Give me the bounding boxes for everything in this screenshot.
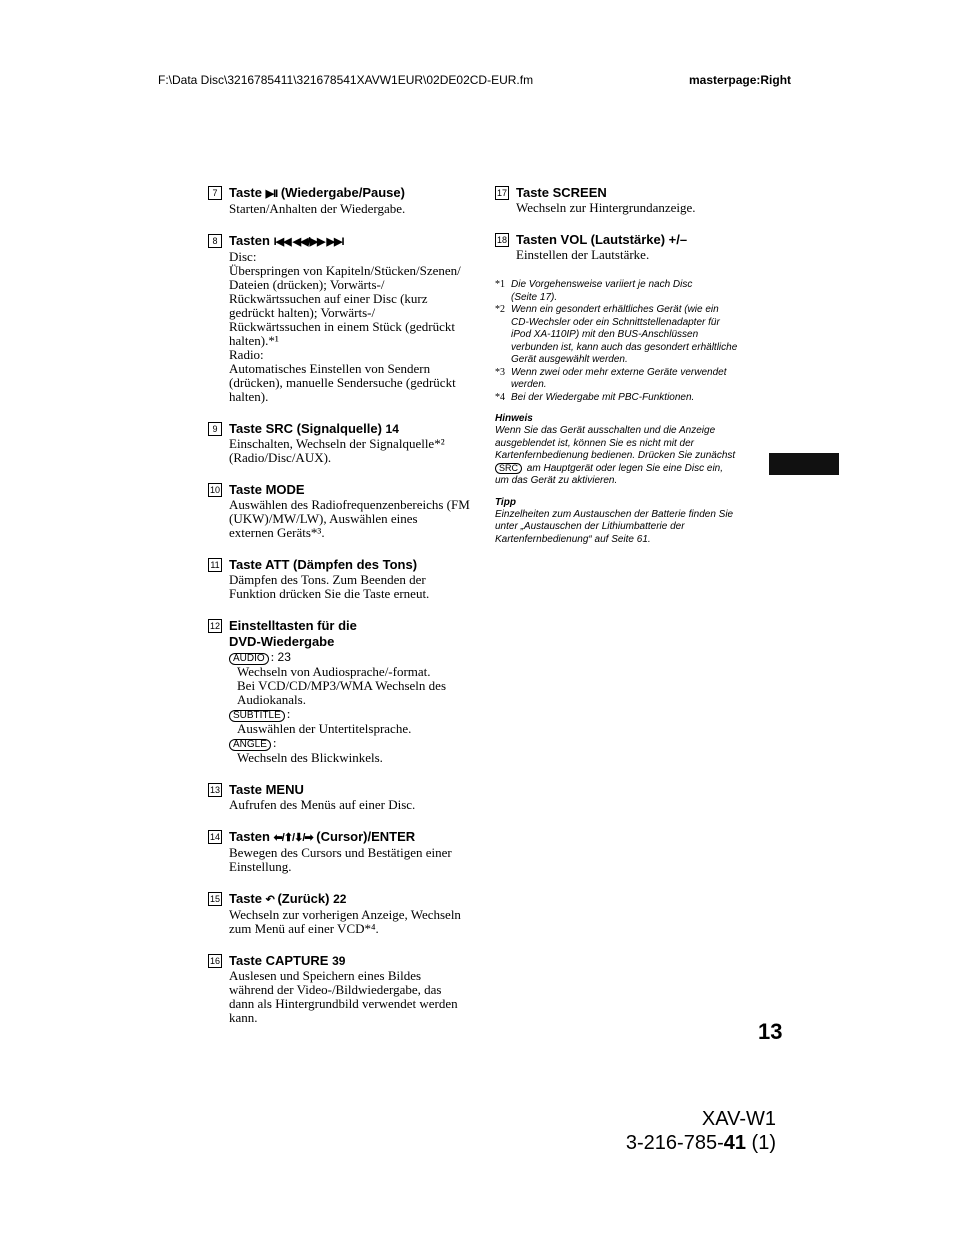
page-reference: 22	[333, 892, 347, 906]
entry-body-line: Einstellen der Lautstärke.	[516, 247, 650, 262]
entry-title	[229, 557, 473, 573]
title-prefix: Taste	[229, 891, 262, 906]
masterpage-label: masterpage:Right	[689, 73, 792, 87]
button-symbol-icon: ▶II	[265, 188, 278, 200]
entry-title	[229, 829, 473, 846]
entry-body-line: Wechseln zur Hintergrundanzeige.	[516, 200, 696, 215]
entry-number-badge: 8	[208, 234, 222, 248]
part-bold: 41	[723, 1132, 746, 1154]
entry-10	[208, 482, 473, 540]
footnote-mark: *1	[495, 279, 505, 290]
footnote-line: (Seite 17).	[511, 291, 558, 303]
model-name: XAV-W1	[701, 1108, 776, 1130]
hinweis-line: um das Gerät zu aktivieren.	[495, 475, 618, 486]
footnote-line: verbunden ist, kann auch das gesondert erhältliche	[511, 341, 738, 353]
entry-body-line: (Radio/Disc/AUX).	[229, 450, 332, 465]
dvd-button-desc: Auswählen der Untertitelsprache.	[237, 721, 412, 736]
entry-8	[208, 233, 473, 404]
tipp-line: Kartenfernbedienung“ auf Seite 61.	[495, 533, 651, 545]
entry-body-line: (drücken), manuelle Sendersuche (gedrückt	[229, 375, 456, 390]
entry-body-line: während der Video-/Bildwiedergabe, das	[229, 982, 442, 997]
title-text: (Zurück)	[277, 891, 330, 906]
entry-12	[208, 618, 473, 765]
entry-body-line: Überspringen von Kapiteln/Stücken/Szenen/	[229, 263, 461, 278]
button-symbol-icon: ↶	[265, 894, 274, 906]
button-symbol-icon: ⬅/⬆/⬇/➡	[273, 832, 313, 844]
entry-17	[495, 185, 760, 215]
entry-title	[516, 232, 760, 248]
hinweis-line	[495, 463, 760, 476]
dvd-button-desc: Audiokanals.	[237, 692, 306, 707]
entry-body-line: Einschalten, Wechseln der Signalquelle*²	[229, 436, 445, 451]
entry-title: Einstelltasten für die	[229, 618, 357, 633]
entry-body-line: kann.	[229, 1010, 258, 1025]
title-text: Taste SRC (Signalquelle)	[229, 421, 382, 436]
dvd-button-desc: Bei VCD/CD/MP3/WMA Wechseln des	[237, 678, 447, 693]
entry-body-line: halten).	[229, 389, 269, 404]
entry-body-line: halten).*¹	[229, 333, 279, 348]
footnote	[495, 304, 760, 367]
entry-7	[208, 185, 473, 216]
entry-14	[208, 829, 473, 874]
title-text: Taste MODE	[229, 482, 305, 497]
entry-9	[208, 421, 473, 465]
file-path-header: F:\Data Disc\3216785411\321678541XAVW1EUR\02DE02CD-EUR.fm	[158, 73, 534, 87]
dvd-button-label: ANGLE	[229, 739, 271, 751]
part-prefix: 3-216-785-	[625, 1132, 724, 1154]
entry-number-badge: 9	[208, 422, 222, 436]
model-block	[626, 1107, 776, 1155]
footnote	[495, 392, 760, 405]
entry-body-line: Dateien (drücken); Vorwärts-/	[229, 277, 385, 292]
tipp-line: Einzelheiten zum Austauschen der Batterie finden Sie	[495, 508, 734, 520]
footnote-line: Gerät ausgewählt werden.	[511, 354, 628, 365]
entry-title	[229, 891, 473, 908]
entry-16	[208, 953, 473, 1025]
part-suffix: (1)	[751, 1132, 776, 1154]
tipp-line: unter „Austauschen der Lithiumbatterie der	[495, 521, 685, 532]
title-text: Taste CAPTURE	[229, 953, 329, 968]
dvd-button-desc: Wechseln von Audiosprache/-format.	[237, 664, 431, 679]
hinweis-line: Kartenfernbedienung bedienen. Drücken Sie zunächst	[495, 450, 736, 461]
hinweis-line-text: am Hauptgerät oder legen Sie eine Disc ein,	[526, 462, 724, 474]
hinweis-line: Wenn Sie das Gerät ausschalten und die Anzeige	[495, 425, 716, 436]
entry-title: DVD-Wiedergabe	[229, 634, 335, 649]
section-tab-marker	[769, 453, 839, 475]
entry-body-line: Auswählen des Radiofrequenzenbereichs (FM	[229, 497, 470, 512]
hinweis-line: ausgeblendet ist, können Sie es nicht mit der	[495, 437, 695, 449]
button-symbol-icon: I◀◀ ◀◀/▶▶ ▶▶I	[273, 236, 344, 248]
entry-number-badge: 11	[208, 558, 222, 572]
footnote	[495, 279, 760, 304]
entry-body-line: Wechseln zur vorherigen Anzeige, Wechseln	[229, 907, 461, 922]
entry-body-line: Rückwärtssuchen auf einer Disc (kurz	[229, 291, 428, 306]
footnote-line: Wenn ein gesondert erhältliches Gerät (wie ein	[511, 304, 719, 315]
tipp-note	[495, 496, 760, 547]
dvd-button-row: ANGLE :	[229, 736, 473, 751]
footnote	[495, 367, 760, 392]
dvd-button-row: AUDIO : 23	[229, 650, 473, 665]
page-reference: 23	[277, 650, 291, 664]
entry-body-line: Starten/Anhalten der Wiedergabe.	[229, 201, 406, 216]
entry-18	[495, 232, 760, 262]
entry-11	[208, 557, 473, 601]
hinweis-note	[495, 412, 760, 488]
footnote-mark: *3	[495, 366, 505, 378]
entry-number-badge: 18	[496, 235, 507, 245]
title-prefix: Tasten	[229, 233, 270, 248]
entry-body-line: (UKW)/MW/LW), Auswählen eines	[229, 511, 418, 526]
entry-body-line: Auslesen und Speichern eines Bildes	[229, 968, 422, 983]
footnote-mark: *4	[495, 391, 505, 403]
dvd-button-row: SUBTITLE :	[229, 707, 473, 722]
dvd-button-label: SUBTITLE	[229, 710, 285, 722]
entry-body-line: dann als Hintergrundbild verwendet werden	[229, 996, 458, 1011]
entry-title	[229, 953, 473, 969]
title-text: Taste SCREEN	[516, 185, 607, 200]
footnotes	[495, 279, 760, 404]
right-column	[495, 185, 760, 546]
tipp-heading: Tipp	[495, 496, 516, 508]
title-text: Tasten VOL (Lautstärke) +/–	[516, 232, 688, 247]
right-entries	[495, 185, 760, 262]
entry-number-badge: 10	[209, 485, 220, 495]
page-number: 13	[758, 1019, 783, 1044]
part-number	[626, 1131, 776, 1155]
entry-number-badge: 12	[209, 621, 220, 631]
src-button-label: SRC	[495, 463, 522, 474]
footnote-line: Wenn zwei oder mehr externe Geräte verwendet	[511, 366, 727, 378]
left-column	[208, 185, 473, 1042]
footnote-line: Bei der Wiedergabe mit PBC-Funktionen.	[511, 391, 695, 403]
footnote-line: Die Vorgehensweise variiert je nach Disc	[511, 279, 693, 290]
entry-number-badge: 16	[209, 956, 220, 966]
footnote-line: werden.	[511, 379, 547, 390]
entry-body-line: Einstellung.	[229, 859, 292, 874]
entry-title	[229, 421, 473, 437]
entry-body-line: zum Menü auf einer VCD*⁴.	[229, 921, 379, 936]
entry-number-badge: 14	[209, 832, 220, 842]
hinweis-heading: Hinweis	[495, 413, 533, 424]
entry-title	[516, 185, 760, 201]
entry-body-line: Dämpfen des Tons. Zum Beenden der	[229, 572, 426, 587]
entry-body-line: Radio:	[229, 347, 264, 362]
entry-body-line: Aufrufen des Menüs auf einer Disc.	[229, 797, 416, 812]
entry-15	[208, 891, 473, 936]
title-prefix: Taste	[229, 185, 262, 200]
entry-number-badge: 7	[208, 186, 222, 200]
entry-body-line: gedrückt halten); Vorwärts-/	[229, 305, 376, 320]
page-reference: 14	[385, 422, 399, 436]
entry-body-line: Rückwärtssuchen in einem Stück (gedrückt	[229, 319, 455, 334]
entry-title	[229, 482, 473, 498]
title-text: Taste ATT (Dämpfen des Tons)	[229, 557, 418, 572]
entry-body-line: Disc:	[229, 249, 257, 264]
title-text: (Wiedergabe/Pause)	[280, 185, 405, 200]
entry-body-line: Automatisches Einstellen von Sendern	[229, 361, 431, 376]
entry-body-line: Funktion drücken Sie die Taste erneut.	[229, 586, 430, 601]
dvd-button-label: AUDIO	[229, 653, 269, 665]
entry-body-line: Bewegen des Cursors und Bestätigen einer	[229, 845, 452, 860]
entry-number-badge: 15	[209, 894, 220, 904]
entry-number-badge: 17	[496, 188, 507, 198]
footnote-line: CD-Wechsler oder ein Schnittstellenadapter für	[511, 316, 720, 328]
footnote-mark: *2	[495, 304, 505, 315]
entry-body-line: externen Geräts*³.	[229, 525, 325, 540]
title-prefix: Tasten	[229, 829, 270, 844]
entry-title	[229, 233, 473, 250]
footnote-line: iPod XA-110IP) mit den BUS-Anschlüssen	[511, 329, 699, 340]
entry-title	[229, 185, 473, 202]
title-text: Taste MENU	[229, 782, 304, 797]
entry-title	[229, 782, 473, 798]
dvd-button-desc: Wechseln des Blickwinkels.	[237, 750, 383, 765]
entry-13	[208, 782, 473, 812]
entry-number-badge: 13	[209, 785, 220, 795]
title-text: (Cursor)/ENTER	[316, 829, 416, 844]
page-reference: 39	[332, 954, 346, 968]
